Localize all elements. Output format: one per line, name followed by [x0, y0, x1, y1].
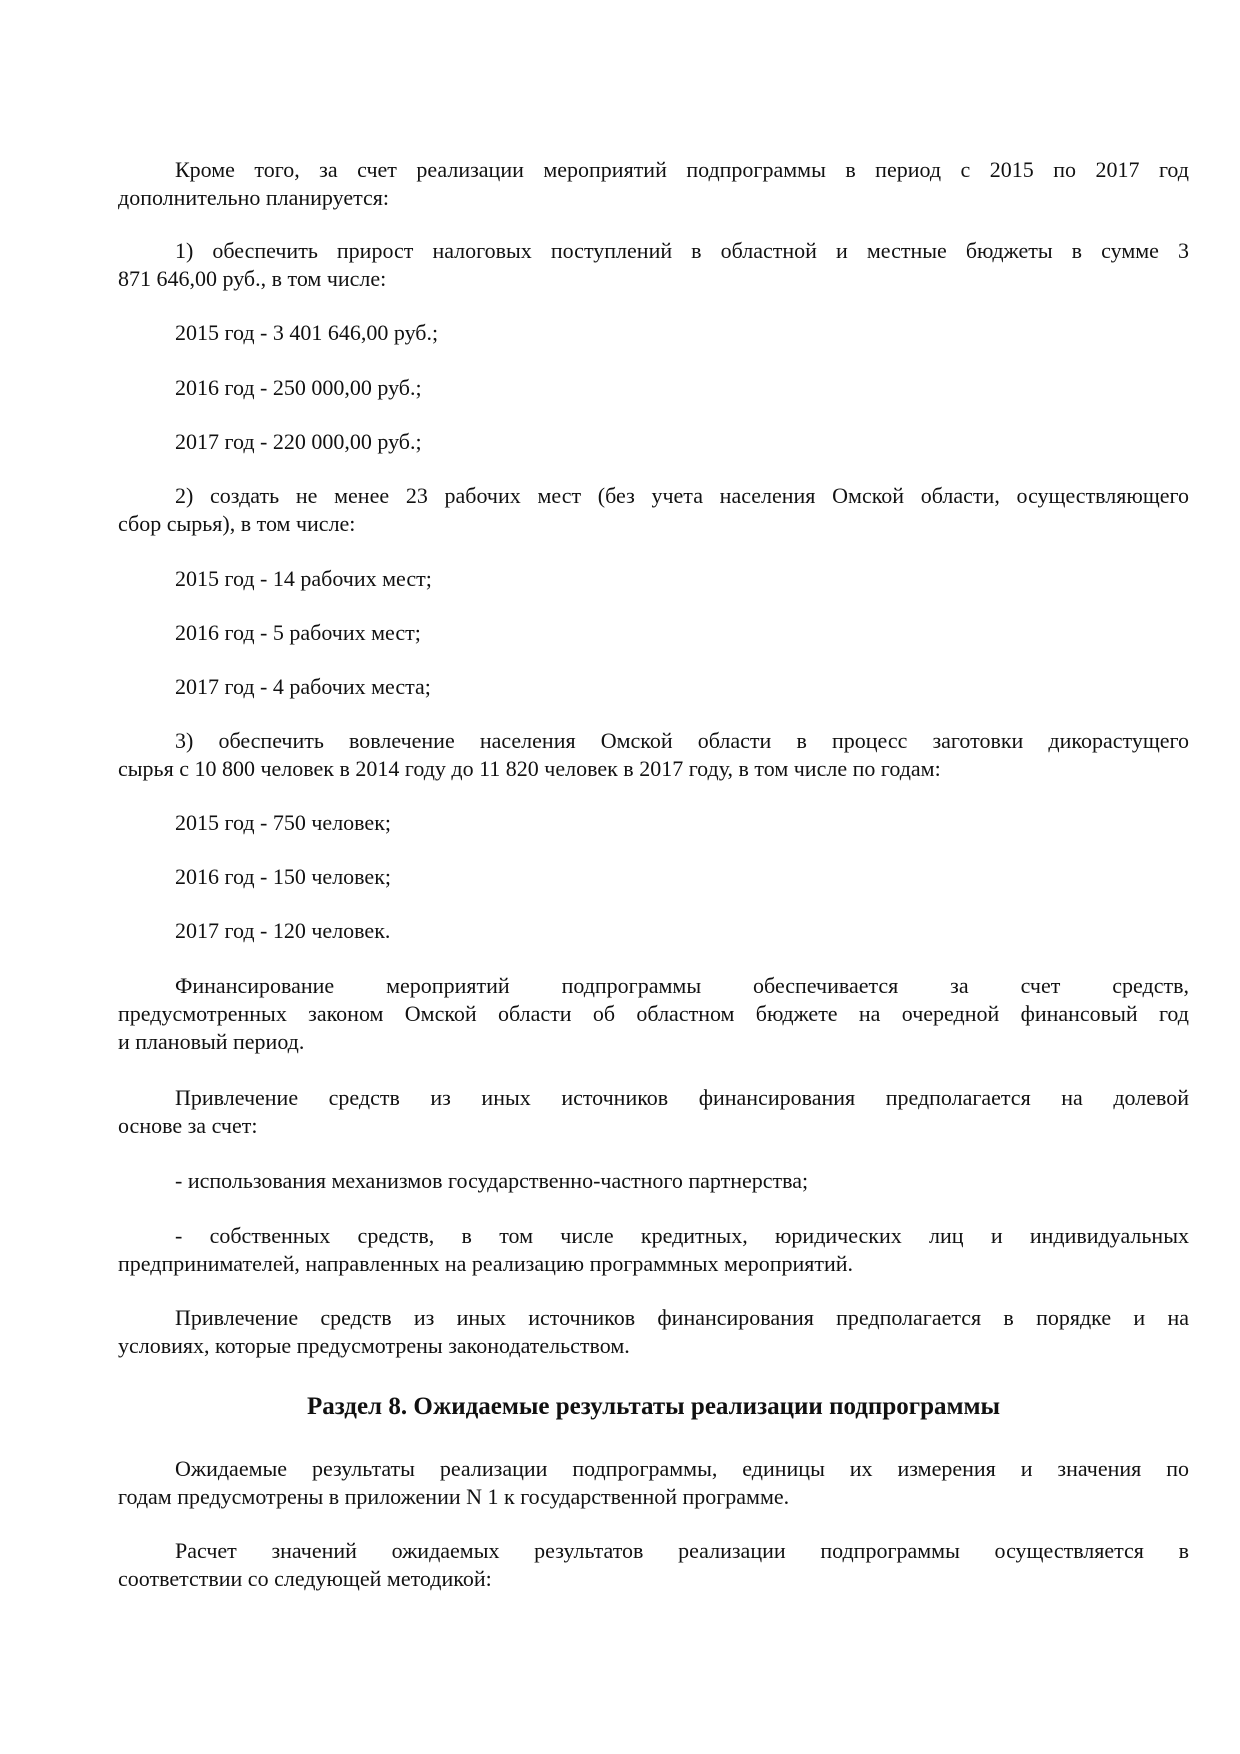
text-line: дополнительно планируется:: [118, 185, 389, 210]
paragraph: [118, 809, 1189, 837]
paragraph: [118, 374, 1189, 402]
text-line: сырья с 10 800 человек в 2014 году до 11 820 человек в 2017 году, в том числе по годам:: [118, 756, 941, 781]
paragraph: [118, 917, 1189, 945]
paragraph: [118, 1537, 1189, 1593]
text-line: сбор сырья), в том числе:: [118, 511, 356, 536]
text-line: 2016 год - 150 человек;: [175, 864, 391, 889]
text-line: 2017 год - 120 человек.: [175, 918, 391, 943]
text-line: 1) обеспечить прирост налоговых поступлений в областной и местные бюджеты в сумме 3: [175, 238, 1189, 263]
paragraph: [118, 972, 1189, 1056]
text-line: Привлечение средств из иных источников финансирования предполагается в порядке и на: [175, 1305, 1189, 1330]
text-line: 871 646,00 руб., в том числе:: [118, 266, 387, 291]
paragraph: [118, 319, 1189, 347]
text-line: соответствии со следующей методикой:: [118, 1566, 492, 1591]
text-line: предпринимателей, направленных на реализацию программных мероприятий.: [118, 1251, 854, 1276]
text-line: Привлечение средств из иных источников финансирования предполагается на долевой: [175, 1085, 1189, 1110]
text-line: 2016 год - 5 рабочих мест;: [175, 620, 421, 645]
paragraph: [118, 1304, 1189, 1360]
text-line: 3) обеспечить вовлечение населения Омской области в процесс заготовки дикорастущего: [175, 728, 1189, 753]
text-line: 2017 год - 220 000,00 руб.;: [175, 429, 422, 454]
paragraph: [118, 727, 1189, 783]
text-line: предусмотренных законом Омской области об областном бюджете на очередной финансовый год: [118, 1001, 1189, 1026]
paragraph: [118, 673, 1189, 701]
paragraph: [118, 482, 1189, 538]
text-line: - собственных средств, в том числе кредитных, юридических лиц и индивидуальных: [175, 1223, 1189, 1248]
paragraph: [118, 565, 1189, 593]
section-heading: Раздел 8. Ожидаемые результаты реализации подпрограммы: [306, 1393, 1001, 1420]
paragraph: [118, 1167, 1189, 1195]
text-line: 2015 год - 14 рабочих мест;: [175, 566, 432, 591]
text-line: Расчет значений ожидаемых результатов реализации подпрограммы осуществляется в: [175, 1538, 1189, 1563]
paragraph: [118, 237, 1189, 293]
paragraph: [118, 156, 1189, 212]
text-line: основе за счет:: [118, 1113, 258, 1138]
text-line: Ожидаемые результаты реализации подпрограммы, единицы их измерения и значения по: [175, 1456, 1189, 1481]
text-line: 2017 год - 4 рабочих места;: [175, 674, 431, 699]
text-line: 2015 год - 3 401 646,00 руб.;: [175, 320, 439, 345]
text-line: 2) создать не менее 23 рабочих мест (без учета населения Омской области, осуществляющего: [175, 483, 1189, 508]
paragraph: [118, 1455, 1189, 1511]
paragraph: [118, 619, 1189, 647]
paragraph: [118, 1084, 1189, 1140]
text-line: годам предусмотрены в приложении N 1 к государственной программе.: [118, 1484, 790, 1509]
text-line: условиях, которые предусмотрены законодательством.: [118, 1333, 630, 1358]
paragraph: [118, 428, 1189, 456]
text-line: Кроме того, за счет реализации мероприятий подпрограммы в период с 2015 по 2017 год: [175, 157, 1189, 182]
text-line: Финансирование мероприятий подпрограммы обеспечивается за счет средств,: [175, 973, 1189, 998]
text-line: 2016 год - 250 000,00 руб.;: [175, 375, 422, 400]
text-line: и плановый период.: [118, 1029, 305, 1054]
text-line: 2015 год - 750 человек;: [175, 810, 391, 835]
paragraph: [118, 863, 1189, 891]
text-line: - использования механизмов государственно-частного партнерства;: [175, 1168, 809, 1193]
paragraph: [118, 1222, 1189, 1278]
